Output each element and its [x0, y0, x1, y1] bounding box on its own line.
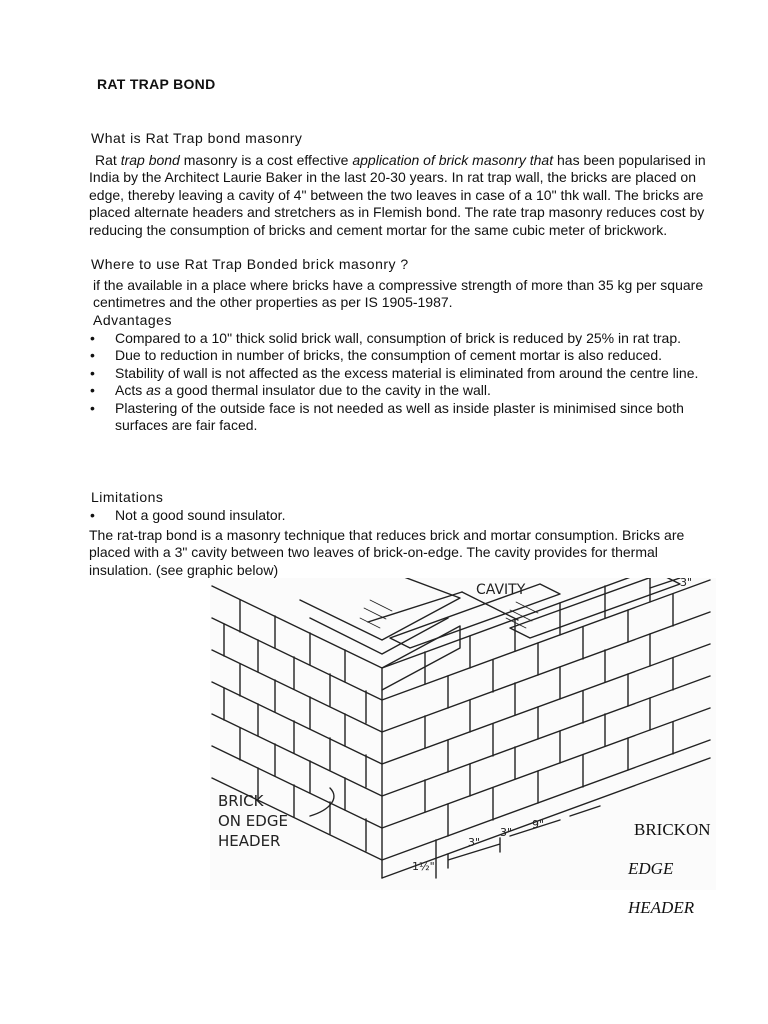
paragraph-text: has been popularised in India by the Architect Laurie Baker in the last 20-30 years. In rat trap wall, the bricks are placed on edge, thereby leaving a cavity of 4" between the two leaves in case of a 10" thk wall. The bricks are placed alternate headers and stretchers as in Flemish bond. The rate trap masonry reduces cost by reducing the consumption of bricks and cement mortar for the same cubic meter of brickwork.: [89, 152, 706, 238]
bullet-dot: •: [90, 330, 95, 346]
section-heading-advantages: Advantages: [93, 312, 172, 328]
list-item: [89, 347, 719, 364]
dimension-label: 9": [532, 818, 545, 831]
list-item: [89, 365, 719, 382]
dimension-label: 3": [500, 826, 513, 839]
brick-label-line2: ON EDGE: [218, 812, 288, 830]
list-item: [89, 330, 719, 347]
page-title: RAT TRAP BOND: [97, 76, 216, 92]
list-item-text: a good thermal insulator due to the cavity in the wall.: [160, 382, 491, 399]
brick-label-line3: HEADER: [218, 832, 281, 850]
section-heading-where-to-use: Where to use Rat Trap Bonded brick masonry ?: [91, 256, 409, 272]
paragraph-italic-text: trap bond: [120, 152, 180, 168]
list-item: [89, 382, 719, 399]
paragraph-text: Rat: [95, 152, 121, 168]
side-label-edge: EDGE: [628, 859, 674, 878]
brick-label-line1: BRICK: [218, 792, 264, 810]
paragraph-text: masonry is a cost effective: [179, 152, 353, 168]
rat-trap-bond-illustration: [210, 578, 716, 890]
list-item-text: Not a good sound insulator.: [115, 507, 286, 523]
list-item-text: Plastering of the outside face is not needed as well as inside plaster is minimised since both surfaces are fair faced.: [115, 399, 684, 434]
bullet-dot: •: [90, 364, 95, 381]
side-label-header: HEADER: [628, 898, 695, 917]
dimension-label: 3": [468, 836, 481, 849]
limitations-list: [89, 507, 719, 524]
list-item: [89, 507, 719, 524]
list-item-italic-text: as: [146, 382, 161, 399]
bullet-dot: •: [90, 382, 95, 399]
list-item-text: Due to reduction in number of bricks, the consumption of cement mortar is also reduced.: [115, 347, 663, 364]
section-heading-limitations: Limitations: [91, 489, 164, 505]
section-paragraph-what-is: [89, 152, 717, 239]
section-paragraph-where-to-use: if the available in a place where bricks have a compressive strength of more than 35 kg per square centimetres and the other properties as per IS 1905-1987.: [93, 277, 704, 311]
advantages-list: [89, 330, 719, 434]
list-item-text: Stability of wall is not affected as the excess material is eliminated from around the centre line.: [115, 364, 699, 381]
bullet-dot: •: [90, 507, 95, 523]
dimension-label: 1½": [412, 860, 435, 873]
summary-paragraph: The rat-trap bond is a masonry technique that reduces brick and mortar consumption. Bricks are placed with a 3" cavity between two leaves of brick-on-edge. The cavity provides for thermal insulation. (see graphic below): [89, 527, 685, 578]
cavity-label: CAVITY: [476, 582, 526, 598]
list-item: [89, 400, 719, 435]
dimension-label: 3": [680, 578, 693, 589]
bullet-dot: •: [90, 399, 95, 416]
paragraph-italic-text: application of brick masonry that: [352, 152, 554, 168]
section-heading-what-is: What is Rat Trap bond masonry: [91, 130, 303, 146]
side-label-brickon: BRICKON: [634, 820, 711, 839]
bullet-dot: •: [90, 347, 95, 364]
list-item-text: Acts: [115, 382, 147, 399]
list-item-text: Compared to a 10" thick solid brick wall, consumption of brick is reduced by 25% in rat trap.: [115, 330, 682, 346]
